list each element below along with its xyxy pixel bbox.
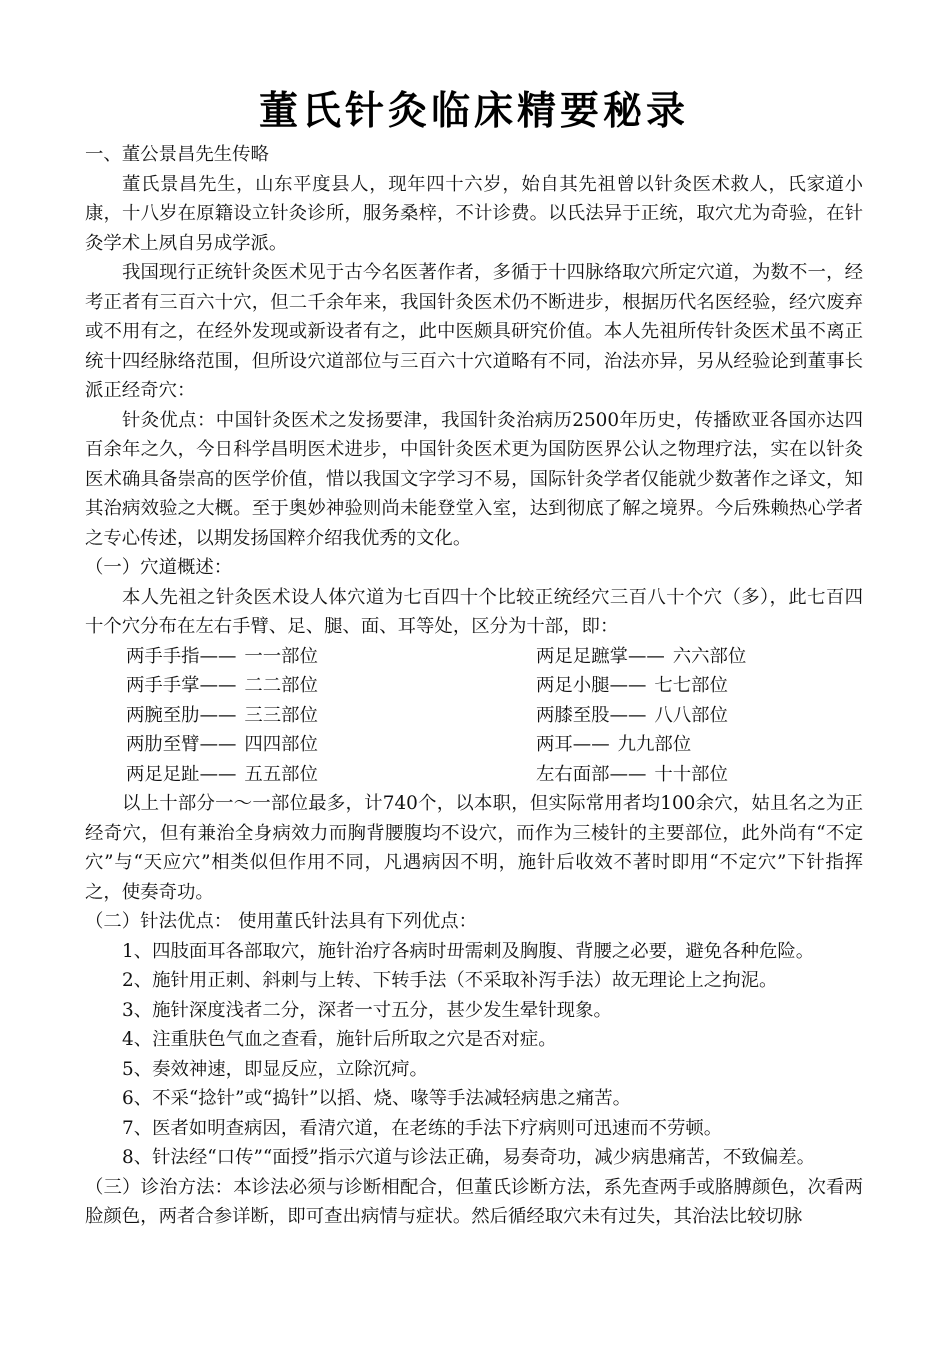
body-part-unit: 七七部位	[654, 675, 728, 696]
body-part-item	[491, 730, 863, 760]
body-part-name: 左右面部	[536, 763, 610, 785]
body-part-name: 两膝至股	[536, 704, 610, 726]
body-part-name: 两手手掌	[126, 675, 200, 696]
body-part-name: 两足足趾	[126, 763, 200, 785]
body-part-dash: ——	[572, 734, 610, 755]
body-part-unit: 三三部位	[244, 704, 318, 726]
body-part-unit: 九九部位	[617, 734, 692, 755]
body-part-dash: ——	[199, 645, 237, 667]
body-part-unit: 二二部位	[244, 675, 318, 696]
body-part-unit: 十十部位	[654, 763, 728, 785]
body-part-dash: ——	[609, 675, 647, 696]
body-part-name: 两足小腿	[536, 675, 610, 696]
body-part-unit: 六六部位	[672, 645, 747, 667]
body-part-dash: ——	[199, 675, 237, 696]
advantage-item: 4、注重肤色气血之查看，施针后所取之穴是否对症。	[122, 1029, 557, 1050]
advantage-item: 3、施针深度浅者二分，深者一寸五分，甚少发生晕针现象。	[122, 999, 612, 1021]
body-part-name: 两手手指	[126, 645, 200, 667]
body-part-item	[491, 701, 863, 731]
body-part-item	[85, 760, 491, 790]
body-part-unit: 四四部位	[244, 734, 318, 755]
body-part-item	[491, 760, 863, 790]
paragraph-current-acupuncture: 我国现行正统针灸医术见于古今名医著作者，多循于十四脉络取穴所定穴道，为数不一，经考正者有三百六十穴，但二千余年来，我国针灸医术仍不断进步，根据历代名医经验，经穴废弃或不用有之，在经外发现或新设者有之，此中医颇具研究价值。本人先祖所传针灸医术虽不离正统十四经脉络范围，但所设穴道部位与三百六十穴道略有不同，治法亦异，另从经验论到董事长派正经奇穴：	[85, 262, 863, 401]
advantage-item: 1、四肢面耳各部取穴，施针治疗各病时毌需刺及胸腹、背腰之必要，避免各种危险。	[122, 940, 815, 962]
body-part-name: 两腕至肋	[126, 704, 200, 726]
paragraph-points-overview: 本人先祖之针灸医术设人体穴道为七百四十个比较正统经穴三百八十个穴（多），此七百四十个穴分布在左右手臂、足、腿、面、耳等处，区分为十部，即：	[85, 586, 863, 637]
body-part-dash: ——	[609, 763, 647, 785]
body-part-unit: 八八部位	[654, 704, 728, 726]
body-part-dash: ——	[199, 704, 237, 726]
paragraph-diagnosis-method: （三）诊治方法：本诊法必须与诊断相配合，但董氏诊断方法，系先查两手或胳膊颜色，次看两脸颜色，两者合参详断，即可查出病情与症状。然后循经取穴未有过失，其治法比较切脉	[85, 1176, 863, 1227]
body-part-item	[85, 701, 491, 731]
paragraph-parts-note: 以上十部分一～一部位最多，计740个，以本职，但实际常用者均100余穴，姑且名之为正经奇穴，但有兼治全身病效力而胸背腰腹均不设穴，而作为三棱针的主要部位，此外尚有“不定穴”与“天应穴”相类似但作用不同，凡遇病因不明，施针后收效不著时即用“不定穴”下针指挥之，使奏奇功。	[85, 793, 863, 903]
body-part-item	[491, 671, 863, 701]
body-part-dash: ——	[199, 734, 237, 755]
body-part-unit: 五五部位	[244, 763, 318, 785]
document-page	[85, 88, 863, 1232]
body-part-unit: 一一部位	[244, 645, 318, 667]
body-part-dash: ——	[627, 645, 665, 667]
paragraph-acupuncture-merits: 针灸优点：中国针灸医术之发扬要津，我国针灸治病历2500年历史，传播欧亚各国亦达四百余年之久，今日科学昌明医术进步，中国针灸医术更为国防医界公认之物理疗法，实在以针灸医术确具备崇高的医学价值，惜以我国文字学习不易，国际针灸学者仅能就少数著作之译文，知其治病效验之大概。至于奥妙神验则尚未能登堂入室，达到彻底了解之境界。今后殊赖热心学者之专心传述，以期发扬国粹介绍我优秀的文化。	[85, 409, 863, 549]
body-part-name: 两耳	[536, 734, 573, 755]
body-part-item	[85, 730, 491, 760]
subsection-heading-points: （一）穴道概述：	[85, 557, 233, 578]
body-part-item	[85, 642, 491, 672]
paragraph-biography: 董氏景昌先生，山东平度县人，现年四十六岁，始自其先祖曾以针灸医术救人，氏家道小康，十八岁在原籍设立针灸诊所，服务桑梓，不计诊费。以氏法异于正统，取穴尤为奇验，在针灸学术上夙自另成学派。	[85, 173, 863, 254]
advantage-item: 2、施针用正刺、斜刺与上转、下转手法（不采取补泻手法）故无理论上之拘泥。	[122, 970, 778, 991]
advantage-item: 8、针法经“口传”“面授”指示穴道与诊法正确，易奏奇功，减少病患痛苦，不致偏差。	[122, 1147, 815, 1168]
advantage-item: 5、奏效神速，即显反应，立除沉疴。	[122, 1058, 428, 1080]
body-part-item	[85, 671, 491, 701]
body-parts-list	[85, 642, 863, 790]
body-part-name: 两肋至臂	[126, 734, 200, 755]
advantage-item: 6、不采“捻针”或“捣针”以搯、烧、喙等手法减轻病患之痛苦。	[122, 1088, 632, 1109]
body-part-item	[491, 642, 863, 672]
body-part-dash: ——	[609, 704, 647, 726]
body-part-dash: ——	[199, 763, 237, 785]
subsection-heading-needling-advantages: （二）针法优点： 使用董氏针法具有下列优点：	[85, 911, 478, 932]
section-heading-biography: 一、董公景昌先生传略	[85, 144, 269, 165]
body-part-name: 两足足蹠掌	[536, 645, 628, 667]
advantage-item: 7、医者如明查病因，看清穴道，在老练的手法下疗病则可迅速而不劳顿。	[122, 1117, 723, 1139]
document-title: 董氏针灸临床精要秘录	[258, 89, 689, 134]
